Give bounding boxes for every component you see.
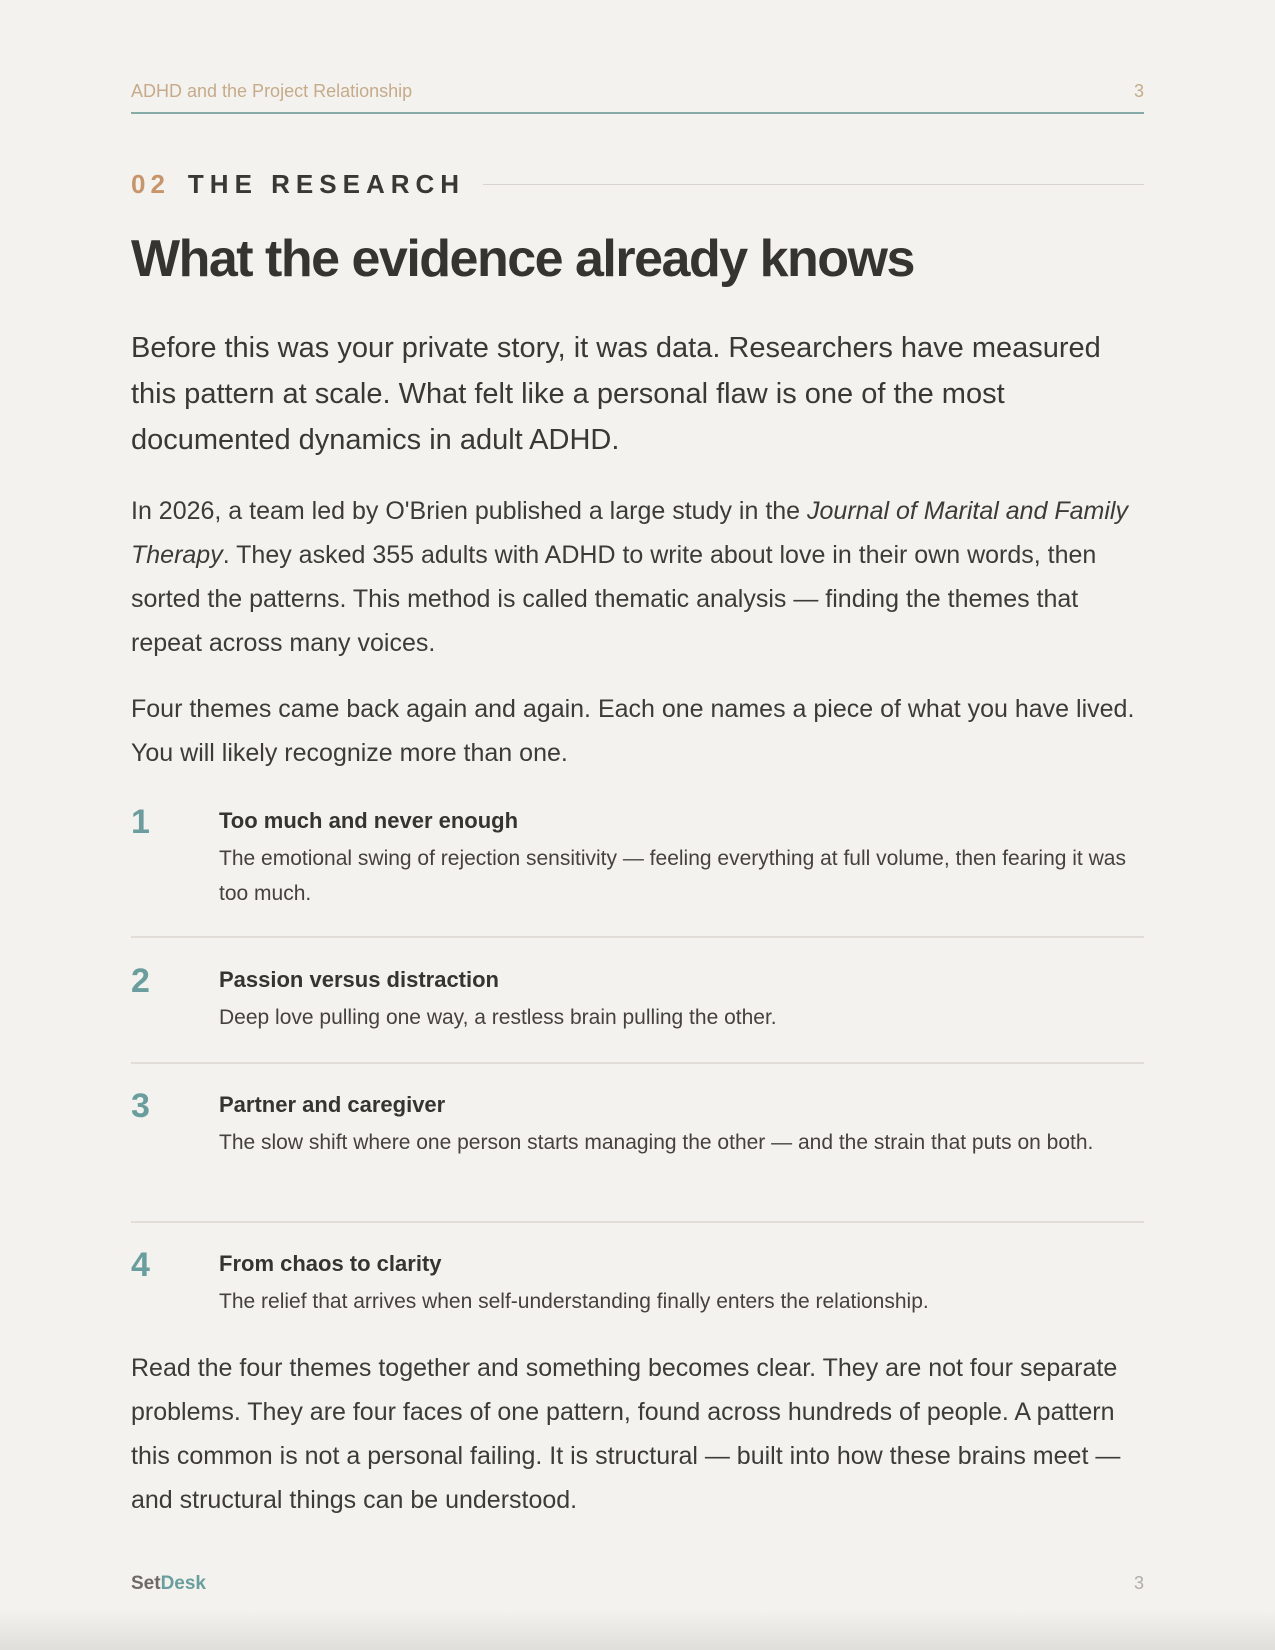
theme-divider bbox=[131, 1221, 1144, 1223]
study-paragraph-after: . They asked 355 adults with ADHD to write about love in their own words, then sorted the patterns. This method is called thematic analysis — finding the themes that repeat across many voices. bbox=[131, 541, 1097, 657]
themes-intro-paragraph: Four themes came back again and again. Each one names a piece of what you have lived. You will likely recognize more than one. bbox=[131, 695, 1135, 767]
footer-brand-logo bbox=[131, 1573, 206, 1595]
bottom-shadow bbox=[0, 1610, 1275, 1650]
theme-divider bbox=[131, 936, 1144, 938]
footer-page-number: 3 bbox=[1133, 1573, 1144, 1593]
running-header-title: ADHD and the Project Relationship bbox=[131, 81, 413, 101]
footer-brand-part1: Set bbox=[131, 1573, 161, 1594]
running-header bbox=[131, 78, 1144, 114]
running-header-page-number: 3 bbox=[1133, 81, 1144, 101]
footer-brand-part2: Desk bbox=[160, 1573, 206, 1594]
lead-paragraph: Before this was your private story, it was data. Researchers have measured this pattern at scale. What felt like a personal flaw is one of the most documented dynamics in adult ADHD. bbox=[131, 332, 1101, 456]
section-rule bbox=[483, 184, 1144, 185]
theme-divider bbox=[131, 1062, 1144, 1064]
theme-number: 1 bbox=[131, 803, 150, 841]
theme-number: 3 bbox=[131, 1087, 150, 1125]
conclusion-paragraph: Read the four themes together and something becomes clear. They are not four separate problems. They are four faces of one pattern, found across hundreds of people. A pattern this common is not a personal failing. It is structural — built into how these brains meet — and structural things can be understood. bbox=[131, 1354, 1121, 1514]
theme-number: 4 bbox=[131, 1246, 150, 1284]
document-page bbox=[131, 0, 1144, 1650]
section-name: THE RESEARCH bbox=[187, 168, 466, 199]
theme-description: The relief that arrives when self-understanding finally enters the relationship. bbox=[219, 1290, 929, 1313]
journal-name: Journal of Marital and Family Therapy bbox=[131, 497, 1128, 569]
theme-description: The slow shift where one person starts managing the other — and the strain that puts on both. bbox=[219, 1131, 1094, 1154]
section-label bbox=[131, 168, 1144, 200]
theme-number: 2 bbox=[131, 962, 150, 1000]
theme-title: From chaos to clarity bbox=[219, 1251, 442, 1276]
theme-title: Partner and caregiver bbox=[219, 1092, 446, 1117]
study-paragraph-before: In 2026, a team led by O'Brien published a large study in the bbox=[131, 497, 808, 525]
theme-title: Too much and never enough bbox=[219, 808, 519, 833]
page-heading: What the evidence already knows bbox=[131, 230, 914, 288]
theme-description: The emotional swing of rejection sensitivity — feeling everything at full volume, then fearing it was too much. bbox=[219, 847, 1126, 905]
section-number: 02 bbox=[131, 168, 170, 199]
study-paragraph bbox=[131, 489, 1144, 665]
theme-description: Deep love pulling one way, a restless brain pulling the other. bbox=[219, 1006, 777, 1029]
theme-title: Passion versus distraction bbox=[219, 967, 499, 992]
